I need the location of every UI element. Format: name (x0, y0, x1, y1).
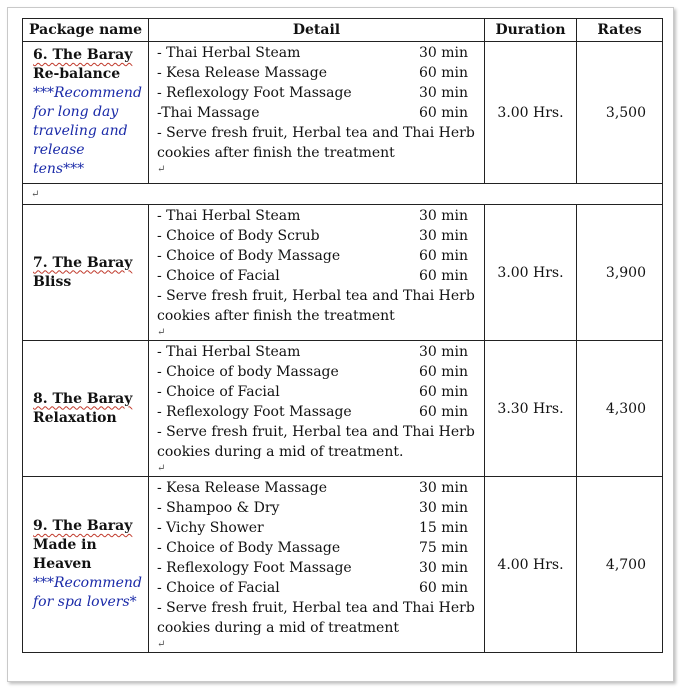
treatment-item (157, 266, 478, 286)
treatment-label: - Choice of Body Massage (157, 248, 341, 264)
package-detail-cell (149, 477, 485, 653)
header-duration: Duration (485, 19, 577, 42)
header-package-name: Package name (23, 19, 149, 42)
treatment-time: 60 min (418, 404, 468, 420)
package-name-line2: Made in Heaven (33, 537, 97, 572)
treatment-time: 60 min (418, 384, 468, 400)
treatment-label: - Thai Herbal Steam (157, 45, 301, 61)
treatment-label: - Kesa Release Massage (157, 480, 328, 496)
package-name-line1: 6. The Baray (33, 47, 133, 63)
treatment-label: - Reflexology Foot Massage (157, 404, 352, 420)
treatment-time: 60 min (418, 268, 468, 284)
paragraph-mark: ↵ (157, 164, 166, 175)
package-name-cell (23, 341, 149, 477)
treatment-time: 30 min (418, 208, 468, 224)
package-detail-cell (149, 42, 485, 184)
treatment-label: - Choice of Body Scrub (157, 228, 320, 244)
treatment-time: 30 min (418, 85, 468, 101)
serve-note: - Serve fresh fruit, Herbal tea and Thai Herb cookies after finish the treatment (157, 288, 475, 324)
treatment-label: - Choice of Facial (157, 580, 280, 596)
table-row (23, 205, 663, 341)
package-rate: 4,300 (577, 341, 663, 477)
paragraph-mark: ↵ (23, 184, 663, 205)
treatment-item (157, 226, 478, 246)
treatment-item (157, 206, 478, 226)
table-header-row (23, 19, 663, 42)
table-body (23, 42, 663, 653)
header-detail: Detail (149, 19, 485, 42)
treatment-label: - Vichy Shower (157, 520, 264, 536)
table-row (23, 341, 663, 477)
treatment-label: - Choice of Body Massage (157, 540, 341, 556)
treatment-time: 30 min (418, 500, 468, 516)
package-duration: 3.00 Hrs. (485, 205, 577, 341)
treatment-item (157, 498, 478, 518)
serve-note: - Serve fresh fruit, Herbal tea and Thai Herb cookies after finish the treatment (157, 125, 475, 161)
package-name-cell (23, 42, 149, 184)
package-detail-cell (149, 205, 485, 341)
package-name-line1: 9. The Baray (33, 518, 133, 534)
treatment-item (157, 558, 478, 578)
treatment-item (157, 83, 478, 103)
serve-note: - Serve fresh fruit, Herbal tea and Thai Herb cookies during a mid of treatment. (157, 424, 475, 460)
table-spacer-row (23, 184, 663, 205)
treatment-item (157, 63, 478, 83)
package-duration: 3.00 Hrs. (485, 42, 577, 184)
package-recommendation: ***Recommend for spa lovers* (33, 575, 142, 610)
package-name-cell (23, 205, 149, 341)
package-name-line1: 7. The Baray (33, 254, 133, 271)
treatment-time: 30 min (418, 560, 468, 576)
paragraph-mark: ↵ (157, 639, 166, 650)
treatment-time: 60 min (418, 248, 468, 264)
treatment-label: - Choice of Facial (157, 268, 280, 284)
package-rate: 3,900 (577, 205, 663, 341)
treatment-label: -Thai Massage (157, 105, 260, 121)
package-detail-cell (149, 341, 485, 477)
treatment-item (157, 103, 478, 123)
package-recommendation: ***Recommend for long day traveling and release tens*** (33, 85, 142, 177)
package-duration: 4.00 Hrs. (485, 477, 577, 653)
treatment-time: 30 min (418, 344, 468, 360)
treatment-item (157, 578, 478, 598)
treatment-label: - Reflexology Foot Massage (157, 85, 352, 101)
treatment-time: 60 min (418, 65, 468, 81)
treatment-time: 75 min (418, 540, 468, 556)
treatment-time: 60 min (418, 364, 468, 380)
treatment-item (157, 43, 478, 63)
treatment-item (157, 246, 478, 266)
treatment-item (157, 342, 478, 362)
treatment-label: - Thai Herbal Steam (157, 344, 301, 360)
paragraph-mark: ↵ (157, 327, 166, 338)
treatment-time: 15 min (418, 520, 468, 536)
treatment-time: 30 min (418, 228, 468, 244)
package-rate: 4,700 (577, 477, 663, 653)
treatment-item (157, 362, 478, 382)
treatment-item (157, 402, 478, 422)
treatment-item (157, 478, 478, 498)
package-name-line2: Relaxation (33, 409, 117, 426)
table-row (23, 477, 663, 653)
package-name-line2: Bliss (33, 273, 72, 290)
package-rate: 3,500 (577, 42, 663, 184)
header-rates: Rates (577, 19, 663, 42)
treatment-label: - Shampoo & Dry (157, 500, 280, 516)
treatment-item (157, 538, 478, 558)
package-duration: 3.30 Hrs. (485, 341, 577, 477)
package-name-line2: Re-balance (33, 66, 121, 82)
treatment-label: - Choice of body Massage (157, 364, 339, 380)
treatment-time: 30 min (418, 480, 468, 496)
treatment-label: - Thai Herbal Steam (157, 208, 301, 224)
paragraph-mark: ↵ (157, 463, 166, 474)
treatment-time: 60 min (418, 105, 468, 121)
treatment-time: 30 min (418, 45, 468, 61)
treatment-item (157, 382, 478, 402)
serve-note: - Serve fresh fruit, Herbal tea and Thai Herb cookies during a mid of treatment (157, 600, 475, 636)
treatment-time: 60 min (418, 580, 468, 596)
treatment-label: - Choice of Facial (157, 384, 280, 400)
spa-package-table (22, 18, 663, 653)
treatment-item (157, 518, 478, 538)
treatment-label: - Kesa Release Massage (157, 65, 328, 81)
package-name-cell (23, 477, 149, 653)
package-name-line1: 8. The Baray (33, 390, 133, 407)
table-row (23, 42, 663, 184)
treatment-label: - Reflexology Foot Massage (157, 560, 352, 576)
